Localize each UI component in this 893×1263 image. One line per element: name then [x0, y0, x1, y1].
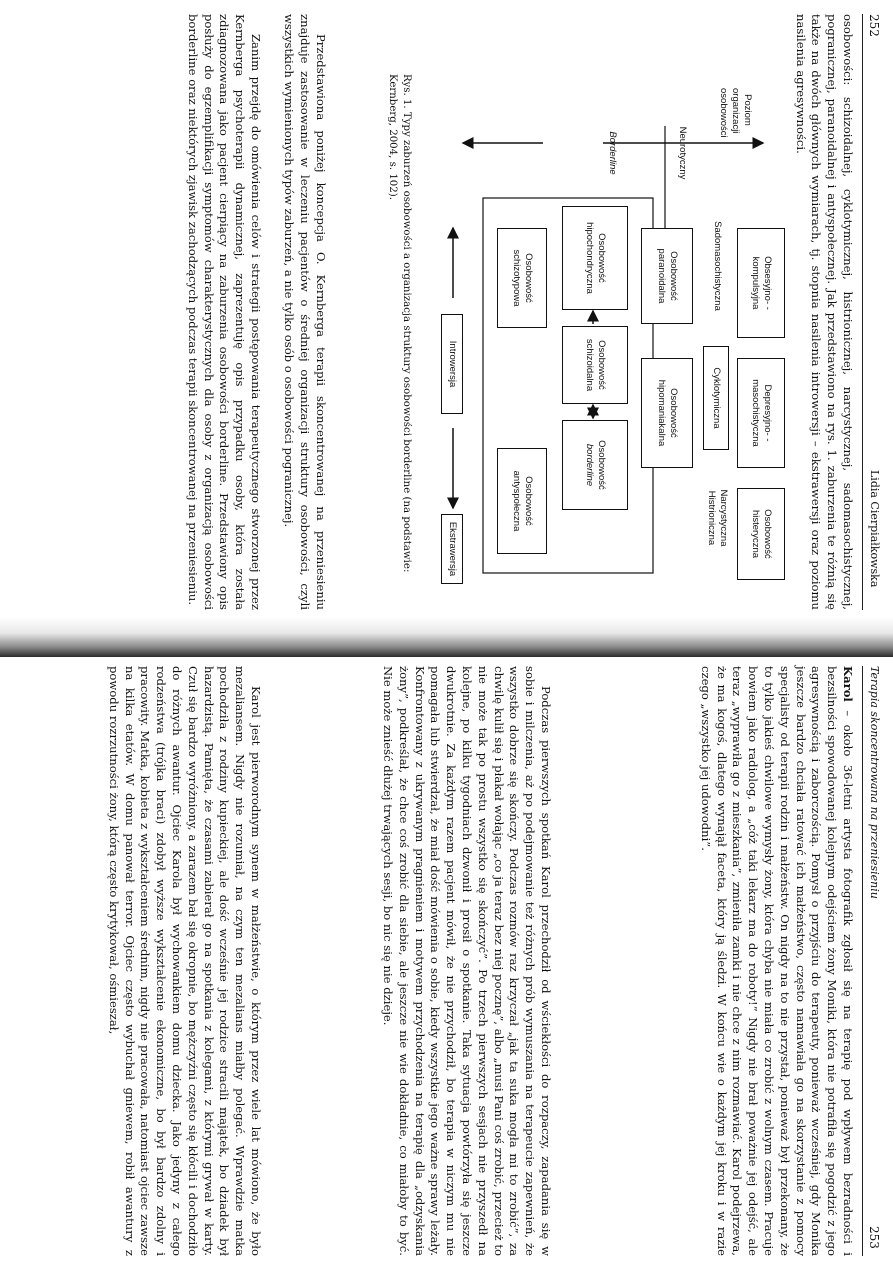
intro-paragraph: osobowości: schizoidalnej, cyklotymicznej, histrionicznej, narcystycznej, sadomasochistycznej, pogranicznej, paranoidalnej i antyspołecznej. Jak przedstawiono na rys. 1. zaburzenia te różnią się także na dwóch głównych wymiarach, tj. stopnia nasilenia introwersji – ekstrawersji oraz poziomu nasilenia agresywności.: [793, 14, 855, 610]
case-name: Karol: [841, 666, 855, 702]
box-paranoid: Osobowość paranoidalna: [641, 228, 693, 324]
right-paragraph-1: [697, 666, 855, 1256]
left-paragraph-1-text: Przedstawiona poniżej koncepcja O. Kernberga terapii skoncentrowanej na przeniesieniu znajduje zastosowanie w leczeniu pacjentów o średniej organizacji struktury osobowości, czyli wszystkich wymienionych typów zaburzeń, a nie tylko osób o osobowości pogranicznej.: [282, 14, 328, 610]
box-schizotypal: Osobowość schizotypowa: [497, 228, 547, 328]
figure-caption: Rys. 1. Typy zaburzeń osobowości a organizacja struktury osobowości borderline (na podstawie: Kernberg, 2004, s. 102).: [387, 74, 412, 573]
left-paragraph-2: [184, 14, 263, 610]
right-paragraph-2-text: Podczas pierwszych spotkań Karol przechodził od wściekłości do rozpaczy, zapadania się w sobie i milczenia, aż po podejmowanie też różnych prób wymuszania na terapeucie zapewnień, że wszystko dobrze się skończy. Podczas rozmów raz krzyczał „jak ta suka mogła mi to zrobić”, za chwilę kulił się i płakał wołając „co ja teraz bez niej pocznę”, albo „musi Pani coś zrobić, przecież to nie może tak po prostu wszystko się skończyć”. Po trzech pierwszych sesjach nie przyszedł na kolejne, po kilku tygodniach dzwonił i prosił o spotkanie. Taka sytuacja powtórzyła się jeszcze dwukrotnie. Za każdym razem pacjent mówił, że nie przychodził, bo terapia w niczym mu nie pomagała lub stwierdzał, że miał dość mówienia o sobie, kiedy wszystkie jego ważne sprawy leżały. Konfrontowany z ukrywanym pragnieniem i motywem przychodzenia na terapię dla „odzyskania żony”, podkreślał, że chce coś zrobić dla siebie, ale jeszcze nie wie dokładnie, co miałoby to być. Nie może znieść dłużej trwających sesji, bo nic się nie dzieje.: [381, 666, 553, 1256]
left-paragraph-2-text: Zanim przejdę do omówienia celów i strategii postępowania terapeutycznego stworzonej przez Kernberga psychoterapii dynamicznej, zaprezentuję opis przypadku osoby, która została zdiagnozowana jako pacjent cierpiący na zaburzenia osobowości borderline. Przedstawiony opis posłuży do egzemplifikacji symptomów charakterystycznych dla osoby z organizacją osobowości borderline oraz niektórych zjawisk zachodzących podczas terapii skoncentrowanej na przeniesieniu.: [185, 14, 263, 610]
box-hypomanic: Osobowość hipomaniakalna: [641, 358, 693, 468]
header-rule-right: [862, 666, 863, 1256]
box-hypochondriac: Osobowość hipochondryczna: [562, 206, 628, 310]
introversion-label: Introwersja: [441, 314, 463, 414]
box-borderline-text: Osobowość: [596, 440, 607, 490]
header-rule-left: [862, 14, 863, 610]
book-spine-shadow: [0, 617, 893, 657]
right-paragraph-1-text: – około 36-letni artysta fotografik zgłosił się na terapię pod wpływem bezradności i bezsilności spowodowanej kolejnym odejściem żony Moniki, która nie potrafiła się pogodzić z jego agresywnością i zaborczością. Pomysł o przyjściu do terapeuty, ponieważ wcześniej, gdy Monika jeszcze bardzo chciała ratować ich małżeństwo, często namawiała go na skorzystanie z pomocy specjalisty od terapii rodzin i małżeństw. On nigdy na to nie przystał, ponieważ był przekonany, że to tylko jakieś chwilowe wymysły żony, która chyba nie miała co zrobić z wolnym czasem. Pracuje bowiem jako radiolog, a „cóż taki lekarz ma do roboty!” Nigdy nie brał poważnie jej odejść, ale teraz „wyprawiła go z mieszkania”, zmieniła zamki i nie chce z nim rozmawiać. Karol podejrzewa, że ma kogoś, dlatego wynajął faceta, który ją śledzi. W końcu wie o każdym jej kroku i w razie czego „wszystko jej udowodni”.: [698, 666, 855, 1256]
box-histrionic: Osobowość histeryczna: [737, 488, 785, 580]
personality-figure: [428, 88, 793, 588]
running-head-left: Lidia Cierpiałkowska: [868, 470, 881, 588]
extraversion-label: Ekstrawersja: [441, 514, 463, 584]
box-antisocial: Osobowość antyspołeczna: [497, 448, 547, 554]
right-paragraph-3-text: Karol jest pierworodnym synem w małżeństwie, o którym przez wiele lat mówiono, że było mezaliansem. Nigdy nie rozumiał, na czym ten mezalians miałby polegać. Wprawdzie matka pochodziła z rodziny kupieckiej, ale dość wcześnie jej rodzice stracili majątek, bo dziadek był hazardzistą. Pamięta, że czasami zabierał go na spotkania z kolegami, z którymi grywał w karty. Czuł się bardzo wyróżniony, a zarazem bał się okropnie, bo mężczyźni często się kłócili i dochodziło do różnych awantur. Ojciec Karola był wychowankiem domu dziecka. Jako jedyny z całego rodzeństwa (trójka braci) zdobył wyższe wykształcenie ekonomiczne, bo był bardzo zdolny i pracowity. Matka, kobieta z wykształceniem średnim, nigdy nie pracowała, natomiast ojciec zawsze na kilka etatów. W domu panował terror. Ojciec często wybuchał gniewem, robił awantury z powodu rozrzutności żony, którą często krytykował, ośmieszał,: [106, 666, 263, 1256]
right-paragraph-3: [105, 666, 263, 1256]
box-borderline-italic: borderline: [584, 443, 595, 487]
left-page: [0, 0, 893, 610]
box-cyclothymic: Cyklotymiczna: [703, 346, 729, 450]
box-sadomasochistic: Sadomasochistyczna: [705, 206, 729, 326]
borderline-level-label: Borderline: [607, 131, 618, 175]
right-paragraph-2: [379, 666, 553, 1256]
level-label: Poziom organizacji osobowości: [718, 88, 753, 138]
page-number-left: 252: [867, 14, 881, 37]
box-schizoid: Osobowość schizoidalna: [562, 326, 628, 404]
page-number-right: 253: [867, 1226, 881, 1249]
left-paragraph-1: [281, 14, 328, 610]
box-obsessive: Obsesyjno- -kompulsyjna: [737, 228, 785, 338]
neurotic-label: Neurotyczny: [677, 126, 688, 180]
running-head-right: Terapia skoncentrowana na przeniesieniu: [868, 666, 881, 899]
box-depressive: Depresyjno- -masochistyczna: [737, 358, 785, 468]
right-page: [0, 660, 893, 1263]
box-borderline: [562, 420, 628, 510]
box-narcissistic: Narcystyczna Histrioniczna: [701, 468, 733, 568]
